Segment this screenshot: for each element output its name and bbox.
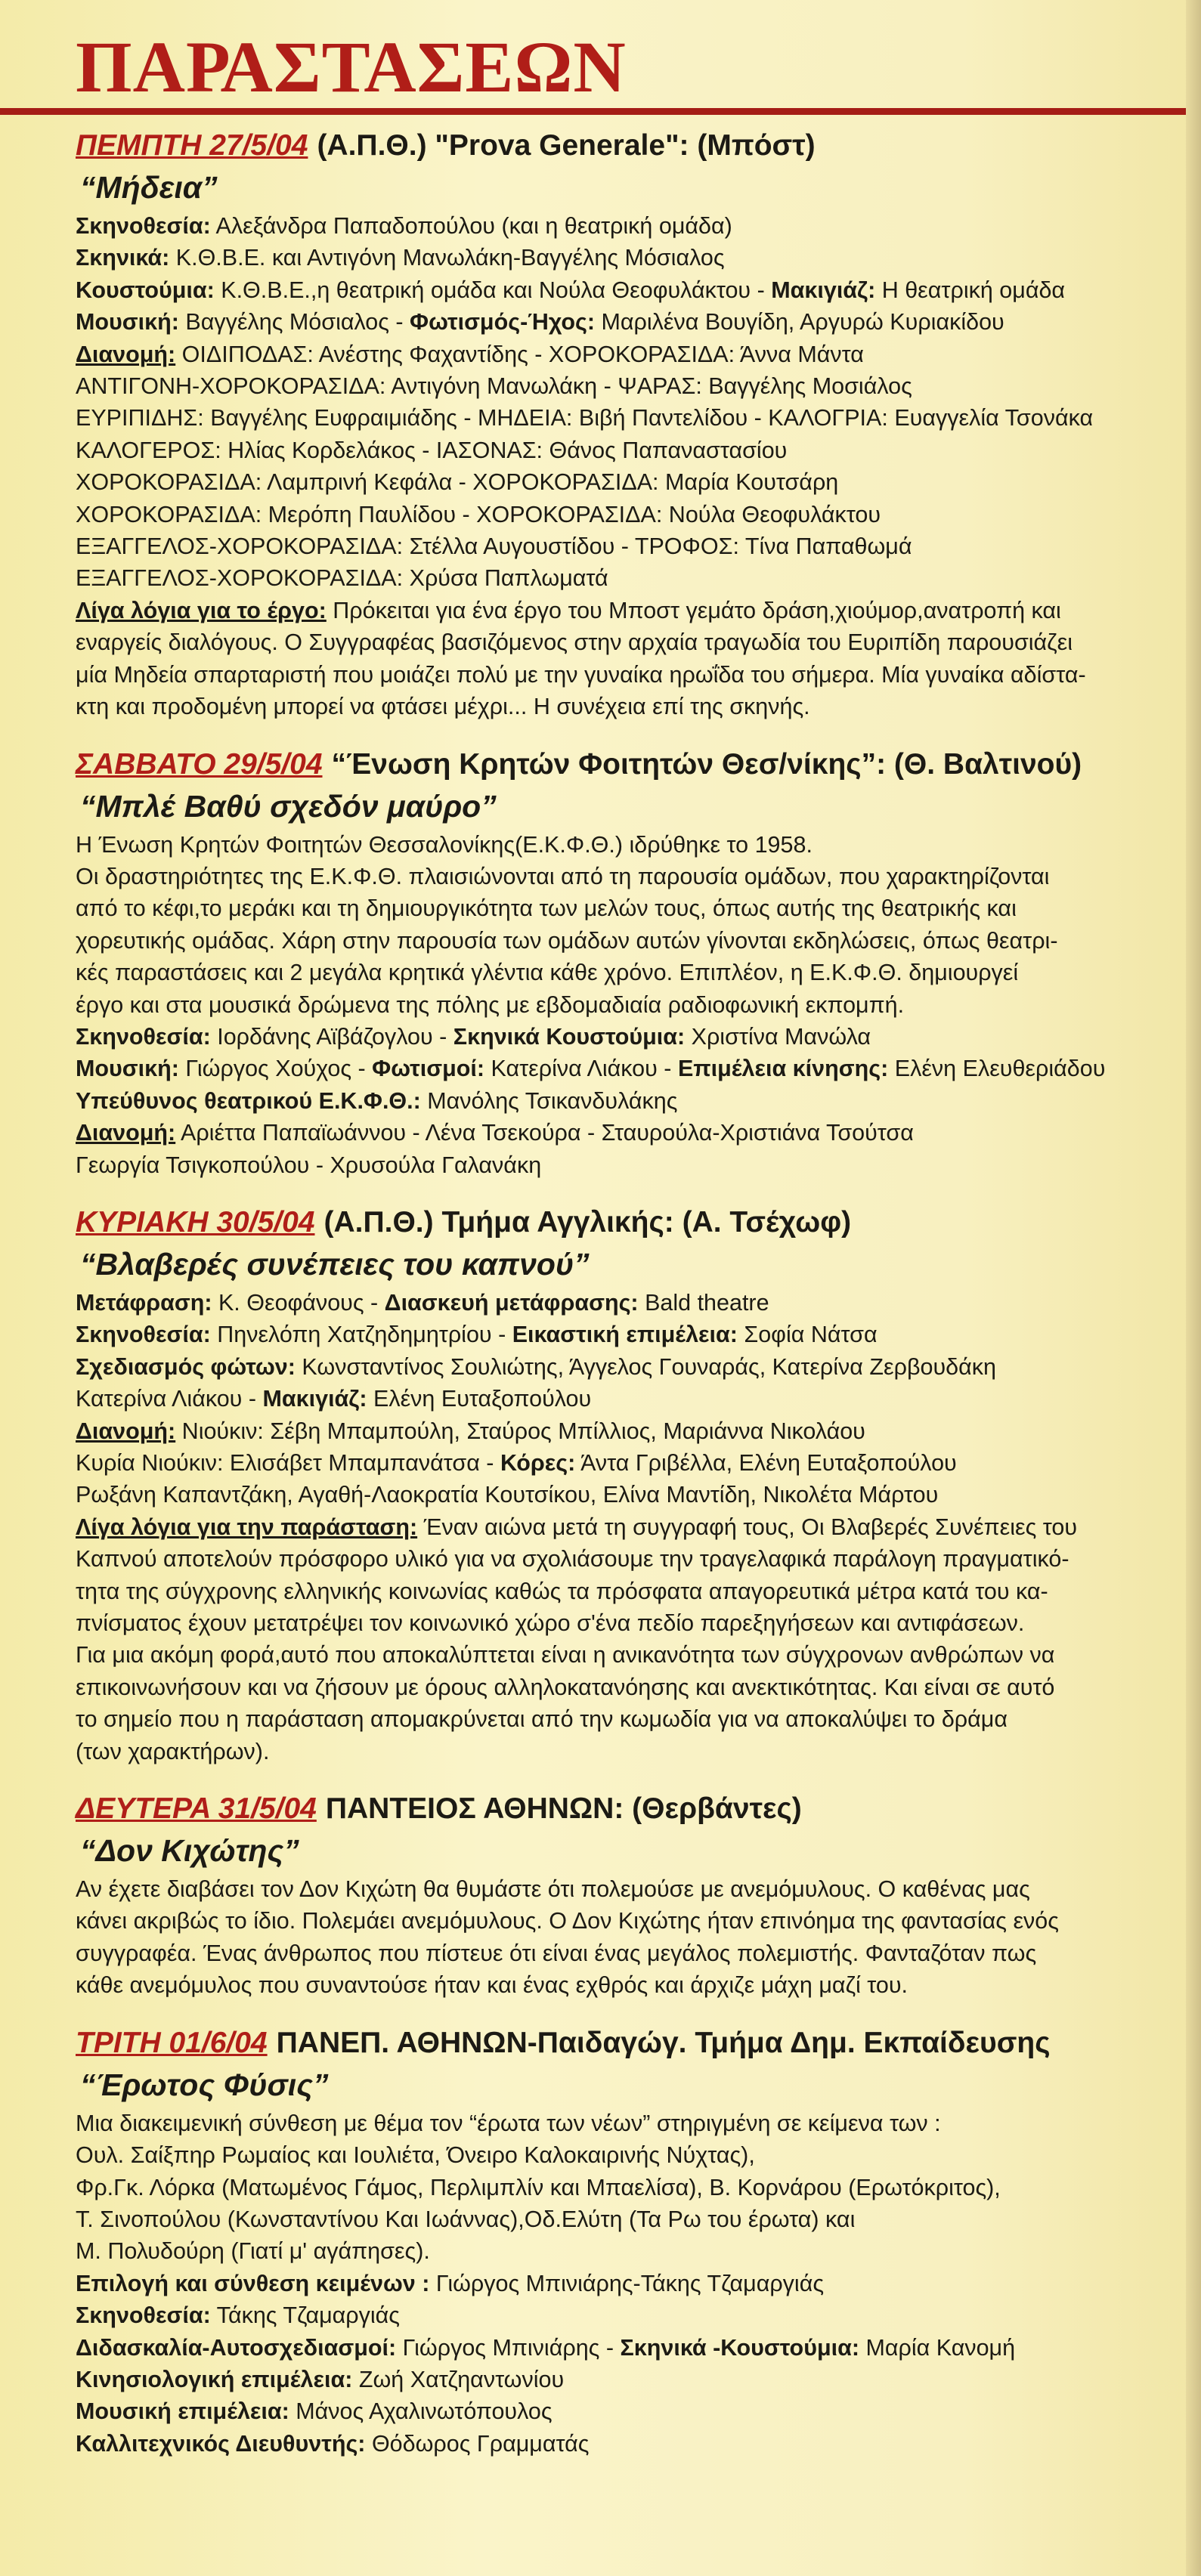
credit-label: Μετάφραση: [76, 1289, 212, 1316]
credit-text: Μαριλένα Βουγίδη, Αργυρώ Κυριακίδου [594, 309, 1004, 336]
credit-text: Οι δραστηριότητες της Ε.Κ.Φ.Θ. πλαισιώνονται από τη παρουσία ομάδων, που χαρακτηρίζονται [76, 863, 1050, 889]
detail-line [76, 562, 1119, 594]
credit-text: Γιώργος Χούχος - [178, 1056, 373, 1082]
page-fold-edge [1186, 0, 1201, 2576]
detail-line [76, 339, 1119, 370]
credit-text: Ελένη Ελευθεριάδου [888, 1056, 1106, 1082]
play-title: “Μήδεια” [80, 170, 218, 205]
detail-line [76, 1937, 1119, 1969]
performance-details [76, 210, 1119, 723]
credit-label: Διανομή: [76, 341, 176, 367]
credit-text: Αλεξάνδρα Παπαδοπούλου (και η θεατρική ομάδα) [210, 213, 732, 239]
detail-line [76, 2139, 1119, 2171]
credit-label: Επιλογή και σύνθεση κειμένων : [76, 2270, 430, 2296]
detail-line [76, 2299, 1119, 2331]
credit-text: κάθε ανεμόμυλος που συναντούσε ήταν και ένας εχθρός και άρχιζε μάχη μαζί του. [76, 1972, 908, 1999]
credit-label: Λίγα λόγια για το έργο: [76, 597, 327, 623]
detail-line [76, 1671, 1119, 1703]
credit-text: Γεωργία Τσιγκοπούλου - Χρυσούλα Γαλανάκη [76, 1152, 542, 1178]
detail-line [76, 466, 1119, 498]
detail-line [76, 1053, 1119, 1084]
play-title: “Έρωτος Φύσις” [80, 2067, 329, 2102]
credit-text: Κ.Θ.Β.Ε. και Αντιγόνη Μανωλάκη-Βαγγέλης Μόσιαλος [169, 245, 725, 271]
credit-text: Πηνελόπη Χατζηδημητρίου - [210, 1322, 512, 1348]
credit-text: Μαρία Κανομή [859, 2334, 1016, 2361]
credit-text: Γιώργος Μπινιάρης - [396, 2334, 621, 2361]
credit-text: επικοινωνήσουν και να ζήσουν με όρους αλληλοκατανόησης και ανεκτικότητας. Και είναι σε αυτό [76, 1674, 1055, 1700]
performance-date: ΔΕΥΤΕΡΑ 31/5/04 [76, 1792, 317, 1826]
credit-text: Θόδωρος Γραμματάς [365, 2430, 590, 2457]
credit-text: ΧΟΡΟΚΟΡΑΣΙΔΑ: Μερόπη Παυλίδου - ΧΟΡΟΚΟΡΑΣΙΔΑ: Νούλα Θεοφυλάκτου [76, 501, 881, 527]
detail-line [76, 1576, 1119, 1607]
detail-line [76, 2395, 1119, 2427]
credit-text: Νιούκιν: Σέβη Μπαμπούλη, Σταύρος Μπίλλιος, Μαριάννα Νικολάου [175, 1418, 865, 1444]
credit-text: Μ. Πολυδούρη (Γιατί μ' αγάπησες). [76, 2238, 430, 2265]
credit-label: Διδασκαλία-Αυτοσχεδιασμοί: [76, 2334, 397, 2361]
detail-line [76, 274, 1119, 306]
performance-header [76, 1790, 1119, 1828]
performance-header [76, 1204, 1119, 1242]
credit-text: Τ. Σινοπούλου (Κωνσταντίνου Και Ιωάννας),Οδ.Ελύτη (Τα Ρω του έρωτα) και [76, 2206, 856, 2232]
credit-text: Καπνού αποτελούν πρόσφορο υλικό για να σχολιάσουμε την τραγελαφικά παράλογη πραγματικό- [76, 1546, 1069, 1573]
credit-text: Η θεατρική ομάδα [875, 277, 1066, 303]
credit-text: Κατερίνα Λιάκου - [484, 1056, 678, 1082]
detail-line [76, 1415, 1119, 1447]
credit-text: (των χαρακτήρων). [76, 1738, 270, 1764]
credit-label: Σκηνικά Κουστούμια: [453, 1023, 686, 1050]
credit-label: Σκηνοθεσία: [76, 213, 211, 239]
detail-line [76, 1543, 1119, 1575]
performance-entry [76, 2024, 1119, 2460]
detail-line [76, 2428, 1119, 2460]
credit-text: Ιορδάνης Αϊβάζογλου - [210, 1023, 453, 1050]
performance-header [76, 746, 1119, 784]
detail-line [76, 2203, 1119, 2235]
credit-text: Τάκης Τζαμαργιάς [210, 2302, 401, 2329]
credit-label: Κινησιολογική επιμέλεια: [76, 2366, 353, 2392]
performance-date: ΤΡΙΤΗ 01/6/04 [76, 2026, 268, 2059]
detail-line [76, 402, 1119, 434]
performance-header [76, 127, 1119, 165]
credit-text: ΕΞΑΓΓΕΛΟΣ-ΧΟΡΟΚΟΡΑΣΙΔΑ: Στέλλα Αυγουστίδου - ΤΡΟΦΟΣ: Τίνα Παπαθωμά [76, 533, 912, 560]
credit-label: Κουστούμια: [76, 277, 215, 303]
credit-label: Καλλιτεχνικός Διευθυντής: [76, 2430, 366, 2457]
credit-label: Μουσική: [76, 1056, 179, 1082]
credit-label: Σκηνικά: [76, 245, 170, 271]
credit-label: Φωτισμοί: [372, 1056, 484, 1082]
credit-label: Διανομή: [76, 1418, 176, 1444]
detail-line [76, 957, 1119, 988]
performance-date: ΠΕΜΠΤΗ 27/5/04 [76, 129, 308, 162]
performance-entry [76, 746, 1119, 1181]
detail-line [76, 1085, 1119, 1117]
detail-line [76, 2268, 1119, 2299]
credit-text: Ζωή Χατζηαντωνίου [352, 2366, 565, 2392]
performance-list [76, 127, 1119, 2482]
play-title: “Μπλέ Βαθύ σχεδόν μαύρο” [80, 788, 497, 824]
performance-entry [76, 127, 1119, 723]
credit-text: πνίσματος έχουν μετατρέψει τον κοινωνικό χώρο σ'ένα πεδίο παρεξηγήσεων και αντιφάσεων. [76, 1610, 1025, 1637]
detail-line [76, 861, 1119, 892]
credit-text: τητα της σύγχρονης ελληνικής κοινωνίας καθώς τα πρόσφατα απαγορευτικά μέτρα κατά του κα- [76, 1578, 1048, 1604]
credit-text: Κατερίνα Λιάκου - [76, 1386, 263, 1412]
performance-organizer: “Ένωση Κρητών Φοιτητών Θεσ/νίκης”: (Θ. Βαλτινού) [331, 747, 1082, 781]
credit-text: Σοφία Νάτσα [737, 1322, 878, 1348]
credit-label: Σκηνικά -Κουστούμια: [620, 2334, 859, 2361]
detail-line [76, 2235, 1119, 2267]
detail-line [76, 434, 1119, 466]
performance-details [76, 2107, 1119, 2460]
detail-line [76, 499, 1119, 530]
detail-line [76, 925, 1119, 957]
credit-text: Γιώργος Μπινιάρης-Τάκης Τζαμαργιάς [429, 2270, 825, 2296]
detail-line [76, 829, 1119, 861]
detail-line [76, 989, 1119, 1021]
detail-line [76, 659, 1119, 691]
detail-line [76, 1873, 1119, 1905]
detail-line [76, 1736, 1119, 1767]
detail-line [76, 1607, 1119, 1639]
credit-text: Χριστίνα Μανώλα [685, 1023, 871, 1050]
credit-text: Κ.Θ.Β.Ε.,η θεατρική ομάδα και Νούλα Θεοφυλάκτου - [214, 277, 772, 303]
performance-details [76, 1287, 1119, 1767]
credit-text: Βαγγέλης Μόσιαλος - [178, 309, 410, 336]
credit-text: Μάνος Αχαλινωτόπουλος [289, 2398, 553, 2425]
credit-text: Κυρία Νιούκιν: Ελισάβετ Μπαμπανάτσα - [76, 1450, 500, 1476]
credit-label: Υπεύθυνος θεατρικού Ε.Κ.Φ.Θ.: [76, 1087, 421, 1114]
detail-line [76, 1021, 1119, 1053]
performance-organizer: (Α.Π.Θ.) "Prova Generale": (Μπόστ) [317, 129, 816, 162]
credit-text: Ελένη Ευταξοπούλου [367, 1386, 592, 1412]
credit-text: Πρόκειται για ένα έργο του Μποστ γεμάτο δράση,χιούμορ,ανατροπή και [326, 597, 1061, 623]
detail-line [76, 1149, 1119, 1181]
play-title: “Δον Κιχώτης” [80, 1833, 299, 1869]
detail-line [76, 1905, 1119, 1937]
performance-organizer: ΠΑΝΤΕΙΟΣ ΑΘΗΝΩΝ: (Θερβάντες) [325, 1792, 802, 1826]
credit-label: Φωτισμός-Ήχος: [410, 309, 595, 336]
credit-text: από το κέφι,το μεράκι και τη δημιουργικότητα των μελών τους, όπως αυτής της θεατρικής και [76, 895, 1017, 922]
detail-line [76, 892, 1119, 924]
detail-line [76, 530, 1119, 562]
detail-line [76, 370, 1119, 402]
credit-text: Ουλ. Σαίξπηρ Ρωμαίος και Ιουλιέτα, Όνειρο Καλοκαιρινής Νύχτας), [76, 2142, 755, 2169]
detail-line [76, 242, 1119, 274]
detail-line [76, 1969, 1119, 2001]
credit-text: Έναν αιώνα μετά τη συγγραφή τους, Οι Βλαβερές Συνέπειες του [417, 1514, 1078, 1540]
performance-organizer: (Α.Π.Θ.) Τμήμα Αγγλικής: (Α. Τσέχωφ) [323, 1205, 852, 1239]
credit-text: έργο και στα μουσικά δρώμενα της πόλης με εβδομαδιαία ραδιοφωνική εκπομπή. [76, 991, 905, 1018]
credit-text: συγγραφέα. Ένας άνθρωπος που πίστευε ότι είναι ένας μεγάλος πολεμιστής. Φανταζόταν πως [76, 1940, 1037, 1966]
credit-text: το σημείο που η παράσταση απομακρύνεται από την κωμωδία για να αποκαλύψει το δράμα [76, 1706, 1008, 1733]
detail-line [76, 2107, 1119, 2139]
detail-line [76, 691, 1119, 722]
credit-label: Μακιγιάζ: [771, 277, 876, 303]
credit-label: Επιμέλεια κίνησης: [677, 1056, 889, 1082]
detail-line [76, 1351, 1119, 1383]
detail-line [76, 595, 1119, 626]
credit-text: Για μια ακόμη φορά,αυτό που αποκαλύπτεται είναι η ανικανότητα των σύγχρονων ανθρώπων να [76, 1642, 1055, 1668]
credit-label: Λίγα λόγια για την παράσταση: [76, 1514, 418, 1540]
credit-text: Μια διακειμενική σύνθεση με θέμα τον “έρωτα των νέων” στηριγμένη σε κείμενα των : [76, 2110, 941, 2136]
credit-text: Κωνσταντίνος Σουλιώτης, Άγγελος Γουναράς, Κατερίνα Ζερβουδάκη [295, 1353, 996, 1380]
credit-text: ΕΥΡΙΠΙΔΗΣ: Βαγγέλης Ευφραιμιάδης - ΜΗΔΕΙΑ: Βιβή Παντελίδου - ΚΑΛΟΓΡΙΑ: Ευαγγελία Τσονάκα [76, 405, 1094, 431]
detail-line [76, 1703, 1119, 1735]
performance-date: ΚΥΡΙΑΚΗ 30/5/04 [76, 1205, 315, 1239]
credit-text: κάνει ακριβώς το ίδιο. Πολεμάει ανεμόμυλους. Ο Δον Κιχώτης ήταν επινόημα της φαντασίας ενός [76, 1908, 1059, 1934]
detail-line [76, 2172, 1119, 2203]
header [0, 0, 1201, 117]
performance-details [76, 829, 1119, 1181]
credit-text: Αριέττα Παπαϊωάννου - Λένα Τσεκούρα - Σταυρούλα-Χριστιάνα Τσούτσα [175, 1120, 914, 1146]
performance-organizer: ΠΑΝΕΠ. ΑΘΗΝΩΝ-Παιδαγώγ. Τμήμα Δημ. Εκπαίδευσης [276, 2026, 1051, 2059]
credit-text: μία Μηδεία σπαρταριστή που μοιάζει πολύ με την γυναίκα ηρωΐδα του σήμερα. Μία γυναίκα αδίστα- [76, 661, 1086, 688]
credit-text: ΕΞΑΓΓΕΛΟΣ-ΧΟΡΟΚΟΡΑΣΙΔΑ: Χρύσα Παπλωματά [76, 565, 608, 592]
detail-line [76, 1383, 1119, 1415]
credit-text: Η Ένωση Κρητών Φοιτητών Θεσσαλονίκης(Ε.Κ.Φ.Θ.) ιδρύθηκε το 1958. [76, 831, 813, 858]
credit-text: εναργείς διαλόγους. Ο Συγγραφέας βασιζόμενος στην αρχαία τραγωδία του Ευριπίδη παρουσιάζει [76, 629, 1073, 656]
credit-label: Μουσική: [76, 309, 179, 336]
credit-text: Κ. Θεοφάνους - [212, 1289, 385, 1316]
performance-date: ΣΑΒΒΑΤΟ 29/5/04 [76, 747, 323, 781]
credit-label: Μακιγιάζ: [262, 1386, 367, 1412]
credit-text: χορευτικής ομάδας. Χάρη στην παρουσία των ομάδων αυτών γίνονται εκδηλώσεις, όπως θεατρι- [76, 927, 1058, 954]
credit-text: ΑΝΤΙΓΟΝΗ-ΧΟΡΟΚΟΡΑΣΙΔΑ: Αντιγόνη Μανωλάκη - ΨΑΡΑΣ: Βαγγέλης Μοσιάλος [76, 373, 912, 400]
detail-line [76, 1287, 1119, 1319]
credit-label: Σκηνοθεσία: [76, 2302, 211, 2329]
detail-line [76, 1117, 1119, 1149]
performance-entry [76, 1790, 1119, 2002]
play-title: “Βλαβερές συνέπειες του καπνού” [80, 1246, 590, 1282]
performance-entry [76, 1204, 1119, 1767]
detail-line [76, 1319, 1119, 1350]
credit-text: Αν έχετε διαβάσει τον Δον Κιχώτη θα θυμάστε ότι πολεμούσε με ανεμόμυλους. Ο καθένας μας [76, 1876, 1030, 1903]
detail-line [76, 626, 1119, 658]
credit-text: ΟΙΔΙΠΟΔΑΣ: Ανέστης Φαχαντίδης - ΧΟΡΟΚΟΡΑΣΙΔΑ: Άννα Μάντα [175, 341, 864, 367]
credit-text: Φρ.Γκ. Λόρκα (Ματωμένος Γάμος, Περλιμπλίν και Μπαελίσα), Β. Κορνάρου (Ερωτόκριτος), [76, 2174, 1001, 2200]
credit-label: Σκηνοθεσία: [76, 1023, 211, 1050]
credit-text: ΚΑΛΟΓΕΡΟΣ: Ηλίας Κορδελάκος - ΙΑΣΟΝΑΣ: Θάνος Παπαναστασίου [76, 437, 788, 463]
credit-label: Σκηνοθεσία: [76, 1322, 211, 1348]
credit-text: κτη και προδομένη μπορεί να φτάσει μέχρι... Η συνέχεια επί της σκηνής. [76, 694, 810, 720]
detail-line [76, 306, 1119, 338]
detail-line [76, 210, 1119, 242]
credit-label: Διανομή: [76, 1120, 176, 1146]
credit-label: Σχεδιασμός φώτων: [76, 1353, 296, 1380]
performance-details [76, 1873, 1119, 2002]
page-title: ΠΑΡΑΣΤΑΣΕΩΝ [76, 26, 627, 107]
performance-header [76, 2024, 1119, 2062]
credit-text: Άντα Γριβέλλα, Ελένη Ευταξοπούλου [575, 1450, 957, 1476]
credit-text: Bald theatre [638, 1289, 769, 1316]
detail-line [76, 1639, 1119, 1671]
credit-label: Διασκευή μετάφρασης: [384, 1289, 639, 1316]
credit-text: κές παραστάσεις και 2 μεγάλα κρητικά γλέντια κάθε χρόνο. Επιπλέον, η Ε.Κ.Φ.Θ. δημιουργεί [76, 960, 1019, 986]
header-divider [0, 108, 1186, 115]
detail-line [76, 1479, 1119, 1511]
detail-line [76, 1511, 1119, 1543]
credit-text: Μανόλης Τσικανδυλάκης [420, 1087, 678, 1114]
detail-line [76, 1447, 1119, 1479]
detail-line [76, 2364, 1119, 2395]
credit-label: Εικαστική επιμέλεια: [512, 1322, 738, 1348]
credit-text: ΧΟΡΟΚΟΡΑΣΙΔΑ: Λαμπρινή Κεφάλα - ΧΟΡΟΚΟΡΑΣΙΔΑ: Μαρία Κουτσάρη [76, 469, 839, 496]
credit-label: Μουσική επιμέλεια: [76, 2398, 289, 2425]
credit-label: Κόρες: [500, 1450, 576, 1476]
detail-line [76, 2332, 1119, 2364]
credit-text: Ρωξάνη Καπαντζάκη, Αγαθή-Λαοκρατία Κουτσίκου, Ελίνα Μαντίδη, Νικολέτα Μάρτου [76, 1482, 939, 1508]
